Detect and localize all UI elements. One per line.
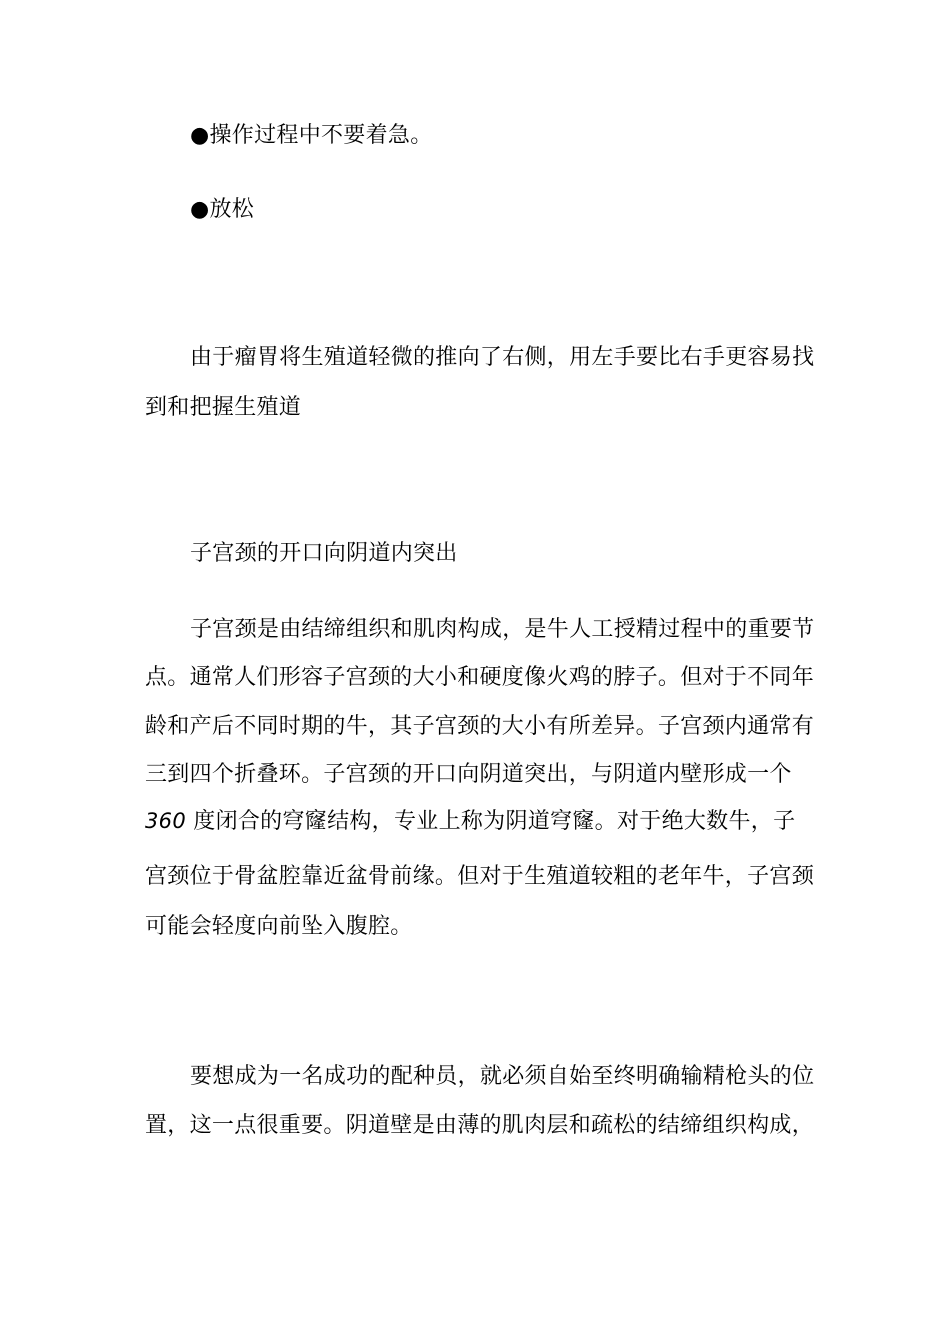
paragraph-cervix-line-5-text: 度闭合的穹窿结构，专业上称为阴道穹窿。对于绝大数牛，子 <box>185 809 796 834</box>
paragraph-rumen-line-1: 由于瘤胃将生殖道轻微的推向了右侧，用左手要比右手更容易找 <box>190 345 815 370</box>
paragraph-cervix-line-7: 可能会轻度向前坠入腹腔。 <box>145 914 413 939</box>
paragraph-inseminator-line-2: 置，这一点很重要。阴道壁是由薄的肌肉层和疏松的结缔组织构成， <box>145 1113 815 1138</box>
bullet-item-no-rush: ●操作过程中不要着急。 <box>190 123 433 148</box>
paragraph-cervix-line-2: 点。通常人们形容子宫颈的大小和硬度像火鸡的脖子。但对于不同年 <box>145 665 815 690</box>
paragraph-inseminator-line-1: 要想成为一名成功的配种员，就必须自始至终明确输精枪头的位 <box>190 1064 815 1089</box>
subheading-cervix-opening: 子宫颈的开口向阴道内突出 <box>190 541 458 566</box>
paragraph-cervix-line-6: 宫颈位于骨盆腔靠近盆骨前缘。但对于生殖道较粗的老年牛，子宫颈 <box>145 864 815 889</box>
paragraph-cervix-line-4: 三到四个折叠环。子宫颈的开口向阴道突出，与阴道内壁形成一个 <box>145 762 792 787</box>
paragraph-cervix-line-3: 龄和产后不同时期的牛，其子宫颈的大小有所差异。子宫颈内通常有 <box>145 714 815 739</box>
paragraph-cervix-line-1: 子宫颈是由结缔组织和肌肉构成，是牛人工授精过程中的重要节 <box>190 617 815 642</box>
bullet-item-relax: ●放松 <box>190 197 255 222</box>
paragraph-rumen-line-2: 到和把握生殖道 <box>145 395 302 420</box>
number-360: 360 <box>145 809 186 833</box>
paragraph-cervix-line-5 <box>145 806 825 837</box>
